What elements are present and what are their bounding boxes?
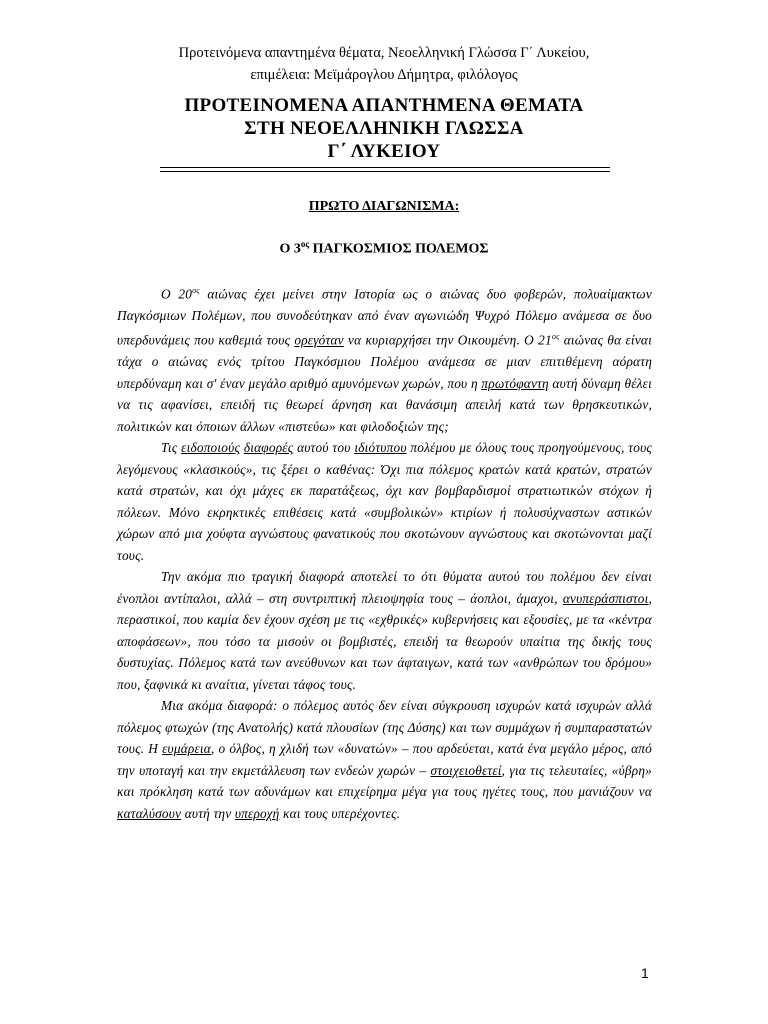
- text-run: , περαστικοί, που καμία δεν έχουν σχέση με τις «εχθρικές» κυβερνήσεις και εξουσίες, με τα «κέντρα αποφάσεων», που τόσο τα μισούν οι βομβιστές, επειδή τα θεωρούν υπαίτια της δικής τους δυστυχίας. Πόλεμος κατά των ανεύθυνων και των άφταιγων, κατά των «ανθρώπων του δρόμου» που, ξαφνικά κι αναίτια, γίνεται τάφος τους.: [117, 590, 652, 692]
- paragraph-3: [117, 566, 652, 695]
- underlined-word: ειδοποιούς: [181, 440, 241, 456]
- title-line-1: ΠΡΟΤΕΙΝΟΜΕΝΑ ΑΠΑΝΤΗΜΕΝΑ ΘΕΜΑΤΑ: [184, 95, 584, 116]
- underlined-word: πρωτόφαντη: [481, 375, 549, 391]
- section-sup: ος: [300, 239, 310, 249]
- underlined-word: ορεγόταν: [294, 332, 344, 348]
- section-rest: ΠΑΓΚΟΣΜΙΟΣ ΠΟΛΕΜΟΣ: [312, 241, 489, 257]
- header-line-1: Προτεινόμενα απαντημένα θέματα, Νεοελληνική Γλώσσα Γ΄ Λυκείου,: [178, 45, 590, 61]
- text-run: πολέμου με όλους τους προηγούμενους, τους λεγόμενους «κλασικούς», τις ξέρει ο καθένας: Όχι πια πόλεμος κρατών κατά κρατών, στρατών κατά στρατών, και όχι μάχες εκ παρατάξεως, όχι καν βομβαρδισμοί στρατιωτικών στόχων ή πόλεων. Μόνο εκρηκτικές επιθέσεις κατά «συμβολικών» κτιρίων ή πολυσύχναστων αστικών χώρων από μια χούφτα αγνώστους φανατικούς που σκοτώνουν αγνώστους και σκοτώνονται μαζί τους.: [117, 440, 652, 563]
- article-body: [117, 280, 652, 824]
- text-run: , για τις τελευταίες, «ύβρη» και πρόκληση κατά των αδυνάμων και επιχείρημα μέγα για τους ηγέτες τους, που μανιάζουν να: [117, 762, 652, 800]
- text-run: και τους υπερέχοντες.: [279, 805, 401, 821]
- underlined-word: ιδιότυπου: [354, 440, 407, 456]
- section-heading: [0, 239, 768, 258]
- paragraph-2: [117, 437, 652, 566]
- underlined-word: διαφορές: [243, 440, 294, 456]
- paragraph-1: [117, 280, 652, 437]
- contest-heading: ΠΡΩΤΟ ΔΙΑΓΩΝΙΣΜΑ:: [308, 199, 460, 214]
- section-prefix: Ο 3: [279, 241, 301, 257]
- page-number: 1: [641, 965, 649, 981]
- text-run: αυτή δύναμη θέλει να τις αφανίσει, επειδή τις θεωρεί άρνηση και θανάσιμη απειλή κατά των θρησκευτικών, πολιτικών και όποιων άλλων «πιστεύω» και φιλοδοξιών της;: [117, 375, 652, 434]
- text-run: αυτού του: [293, 440, 355, 456]
- header-line-2: επιμέλεια: Μεϊμάρογλου Δήμητρα, φιλόλογος: [250, 67, 518, 83]
- underlined-word: ευμάρεια: [162, 741, 211, 757]
- text-run: αιώνας θα είναι τάχα ο αιώνας ενός τρίτου Παγκόσμιου Πολέμου ανάμεσα σε μιαν επιτιθέμενη αόρατη υπερδύναμη και σ' έναν μεγάλο αριθμό αμυνόμενων χωρών, που η: [117, 332, 652, 391]
- underlined-word: καταλύσουν: [117, 805, 182, 821]
- text-run: Τις: [161, 440, 182, 456]
- text-run: Την ακόμα πιο τραγική διαφορά αποτελεί το ότι θύματα αυτού του πολέμου δεν είναι ένοπλοι αντίπαλοι, αλλά – στη συντριπτική πλειοψηφία τους – άοπλοι, άμαχοι,: [117, 569, 652, 606]
- text-run: να κυριαρχήσει την Οικουμένη. Ο 21: [343, 332, 552, 348]
- underlined-word: ανυπεράσπιστοι: [562, 590, 649, 606]
- text-run: αιώνας έχει μείνει στην Ιστορία ως ο αιώνας δυο φοβερών, πολυαίμακτων Παγκόσμιων Πολέμων, που συνοδεύτηκαν από έναν αγωνιώδη Ψυχρό Πόλεμο ανάμεσα σε δυο υπερδυνάμεις που καθεμιά τους: [117, 286, 652, 348]
- superscript: ος: [192, 286, 200, 295]
- text-run: , ο όλβος, η χλιδή των «δυνατών» – που αρδεύεται, κατά ένα μεγάλο μέρος, από την υποταγή και την εκμετάλλευση των ενδεών χωρών –: [117, 741, 652, 778]
- underlined-word: στοιχειοθετεί: [430, 762, 502, 778]
- text-run: αυτή την: [181, 805, 235, 821]
- underlined-word: υπεροχή: [234, 805, 280, 821]
- paragraph-4: [117, 695, 652, 824]
- running-header: [0, 42, 768, 86]
- title-line-2: ΣΤΗ ΝΕΟΕΛΛΗΝΙΚΗ ΓΛΩΣΣΑ: [244, 118, 524, 139]
- divider-bottom: [160, 171, 610, 172]
- divider-top: [160, 167, 610, 168]
- document-title: [0, 94, 768, 163]
- superscript: ος: [551, 332, 560, 342]
- title-line-3: Γ΄ ΛΥΚΕΙΟΥ: [327, 141, 441, 162]
- text-run: Ο 20: [161, 286, 193, 302]
- text-run: Μια ακόμα διαφορά: ο πόλεμος αυτός δεν είναι σύγκρουση ισχυρών κατά ισχυρών αλλά πόλεμος φτωχών (της Ανατολής) κατά πλουσίων (της Δύσης) και των συμμάχων ή συμπαραστατών τους. Η: [117, 698, 652, 757]
